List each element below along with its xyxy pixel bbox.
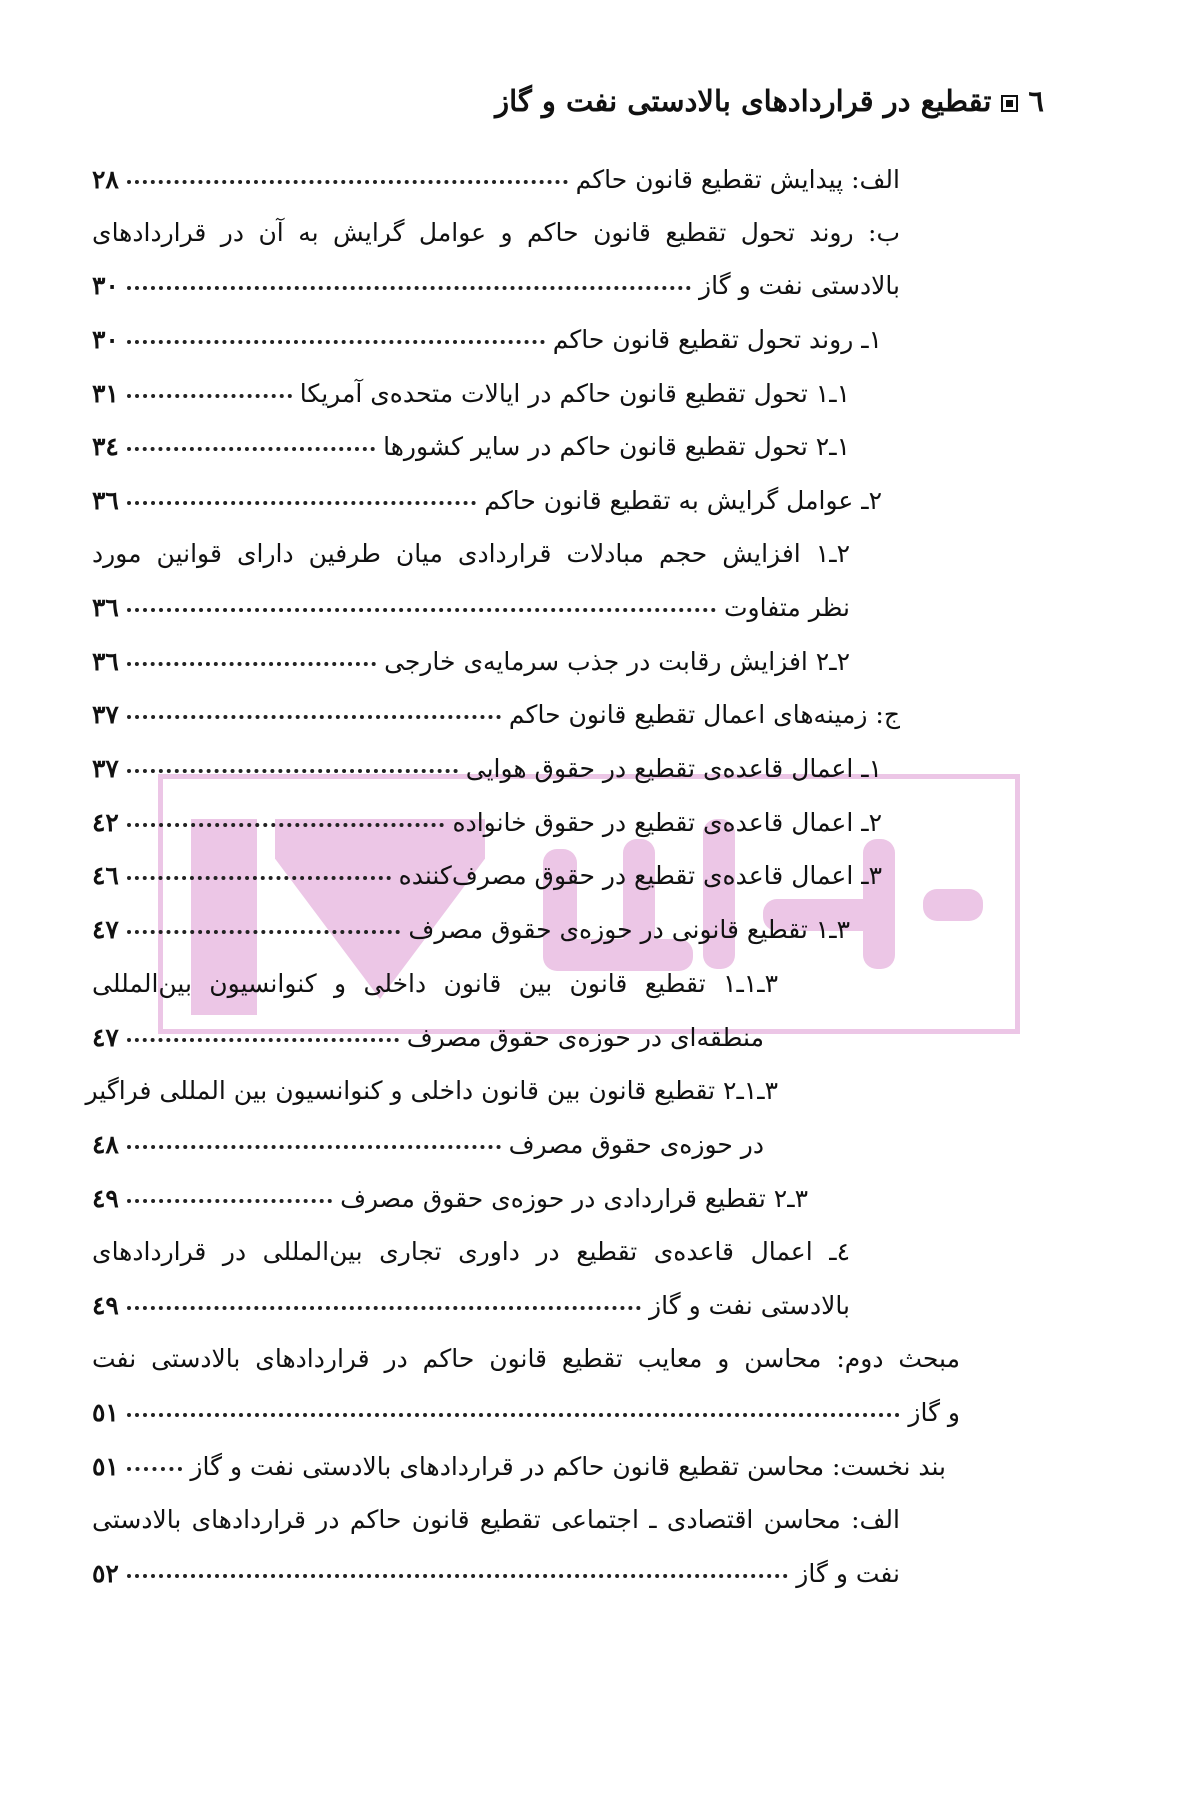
toc-entry-title: بالادستی نفت و گاز xyxy=(699,271,900,300)
toc-entry-title: ۳ـ۱ تقطیع قانونی در حوزه‌ی حقوق مصرف xyxy=(408,915,850,944)
dot-leader xyxy=(127,394,292,398)
toc-entry: ۳ـ۱ـ۲ تقطیع قانون بین قانون داخلی و کنوانسیون بین المللی فراگیر xyxy=(85,1076,778,1105)
toc-entry: الف: محاسن اقتصادی ـ اجتماعی تقطیع قانون حاکم در قراردادهای بالادستی xyxy=(92,1505,900,1534)
dot-leader xyxy=(127,501,476,505)
dot-leader xyxy=(127,1038,399,1042)
dot-leader xyxy=(127,715,501,719)
toc-entry-page: ۳۰ xyxy=(92,325,119,354)
toc-entry-title: ج: زمینه‌های اعمال تقطیع قانون حاکم xyxy=(508,700,900,729)
toc-entry-title: نفت و گاز xyxy=(796,1559,900,1588)
dot-leader xyxy=(127,1306,641,1310)
toc-entry-page: ٤۷ xyxy=(92,1023,119,1052)
toc-entry-title: در حوزه‌ی حقوق مصرف xyxy=(508,1130,764,1159)
toc-entry xyxy=(92,912,850,948)
toc-entry-title: ۳ـ۲ تقطیع قراردادی در حوزه‌ی حقوق مصرف xyxy=(340,1184,808,1213)
toc-entry xyxy=(92,751,882,787)
toc-entry-page: ٤۹ xyxy=(92,1291,119,1320)
toc-entry-page: ٥۱ xyxy=(92,1398,119,1427)
toc-entry-page: ٥۱ xyxy=(92,1452,119,1481)
toc-entry-page: ۳۷ xyxy=(92,700,119,729)
toc-entry-title: ۱ـ روند تحول تقطیع قانون حاکم xyxy=(552,325,882,354)
toc-entry xyxy=(92,483,882,519)
toc-entry-page: ۳۰ xyxy=(92,271,119,300)
toc-entry xyxy=(92,1288,850,1324)
toc-entry xyxy=(92,268,900,304)
dot-leader xyxy=(127,1199,332,1203)
toc-entry xyxy=(92,805,882,841)
toc-entry-page: ٤۲ xyxy=(92,808,119,837)
toc-entry-title: ۳ـ اعمال قاعده‌ی تقطیع در حقوق مصرف‌کننده xyxy=(398,861,882,890)
toc-entry xyxy=(92,1449,946,1485)
dot-leader xyxy=(127,1467,183,1471)
dot-leader xyxy=(127,823,445,827)
toc-entry xyxy=(92,1020,764,1056)
dot-leader xyxy=(127,1145,501,1149)
toc-entry-title: ۱ـ۱ تحول تقطیع قانون حاکم در ایالات متحده‌ی آمریکا xyxy=(299,379,850,408)
toc-entry xyxy=(92,162,900,198)
toc-entry: مبحث دوم: محاسن و معایب تقطیع قانون حاکم در قراردادهای بالادستی نفت xyxy=(92,1344,960,1373)
toc-entry xyxy=(92,697,900,733)
dot-leader xyxy=(127,1413,901,1417)
toc-entry-title: ۲ـ۲ افزایش رقابت در جذب سرمایه‌ی خارجی xyxy=(384,647,850,676)
toc-entry xyxy=(92,1556,900,1592)
toc-entry xyxy=(92,376,850,412)
toc-entry-page: ٥۲ xyxy=(92,1559,119,1588)
toc-entry-page: ۳٦ xyxy=(92,593,119,622)
toc-entry xyxy=(92,858,882,894)
toc-entry-page: ۳۷ xyxy=(92,754,119,783)
toc-entry-title: ۱ـ۲ تحول تقطیع قانون حاکم در سایر کشورها xyxy=(383,432,850,461)
toc-entry: ۳ـ۱ـ۱ تقطیع قانون بین قانون داخلی و کنوانسیون بین‌المللی xyxy=(92,969,778,998)
dot-leader xyxy=(127,930,401,934)
dot-leader xyxy=(127,340,545,344)
toc-entry: ب: روند تحول تقطیع قانون حاکم و عوامل گرایش به آن در قراردادهای xyxy=(92,218,900,247)
toc-entry xyxy=(92,429,850,465)
dot-leader xyxy=(127,180,568,184)
toc-entry: ٤ـ اعمال قاعده‌ی تقطیع در داوری تجاری بین‌المللی در قراردادهای xyxy=(92,1237,850,1266)
toc-entry: ۲ـ۱ افزایش حجم مبادلات قراردادی میان طرفین دارای قوانین مورد xyxy=(92,539,850,568)
page-title: تقطیع در قراردادهای بالادستی نفت و گاز xyxy=(495,84,992,118)
toc-entry-title: بالادستی نفت و گاز xyxy=(649,1291,850,1320)
toc-entry xyxy=(92,1127,764,1163)
toc-entry-page: ۳٤ xyxy=(92,432,119,461)
toc-entry-page: ۳٦ xyxy=(92,647,119,676)
page-number: ٦ xyxy=(1028,84,1044,118)
toc-entry-page: ٤٦ xyxy=(92,861,119,890)
toc-entry-title: منطقه‌ای در حوزه‌ی حقوق مصرف xyxy=(406,1023,764,1052)
dot-leader xyxy=(127,662,376,666)
toc-entry-title: و گاز xyxy=(908,1398,960,1427)
toc-entry-title: الف: پیدایش تقطیع قانون حاکم xyxy=(575,165,900,194)
toc-entry-page: ۳٦ xyxy=(92,486,119,515)
dot-leader xyxy=(127,447,375,451)
toc-entry-page: ۳۱ xyxy=(92,379,119,408)
toc-entry-page: ٤۷ xyxy=(92,915,119,944)
toc-entry-page: ۲۸ xyxy=(92,165,119,194)
dot-leader xyxy=(127,1574,788,1578)
toc-entry-title: بند نخست: محاسن تقطیع قانون حاکم در قراردادهای بالادستی نفت و گاز xyxy=(190,1452,946,1481)
toc-entry xyxy=(92,590,850,626)
dot-leader xyxy=(127,286,691,290)
toc-entry xyxy=(92,1395,960,1431)
toc-entry-page: ٤۸ xyxy=(92,1130,119,1159)
toc-entry-title: نظر متفاوت xyxy=(723,593,850,622)
dot-leader xyxy=(127,876,391,880)
toc-entry xyxy=(92,1181,808,1217)
toc-entry-page: ٤۹ xyxy=(92,1184,119,1213)
toc-entry-title: ۱ـ اعمال قاعده‌ی تقطیع در حقوق هوایی xyxy=(465,754,882,783)
toc-entry-title: ۲ـ عوامل گرایش به تقطیع قانون حاکم xyxy=(484,486,882,515)
toc-entry-title: ۲ـ اعمال قاعده‌ی تقطیع در حقوق خانواده xyxy=(452,808,882,837)
dot-leader xyxy=(127,608,716,612)
toc-entry xyxy=(92,322,882,358)
toc-entry xyxy=(92,644,850,680)
dot-leader xyxy=(127,769,458,773)
